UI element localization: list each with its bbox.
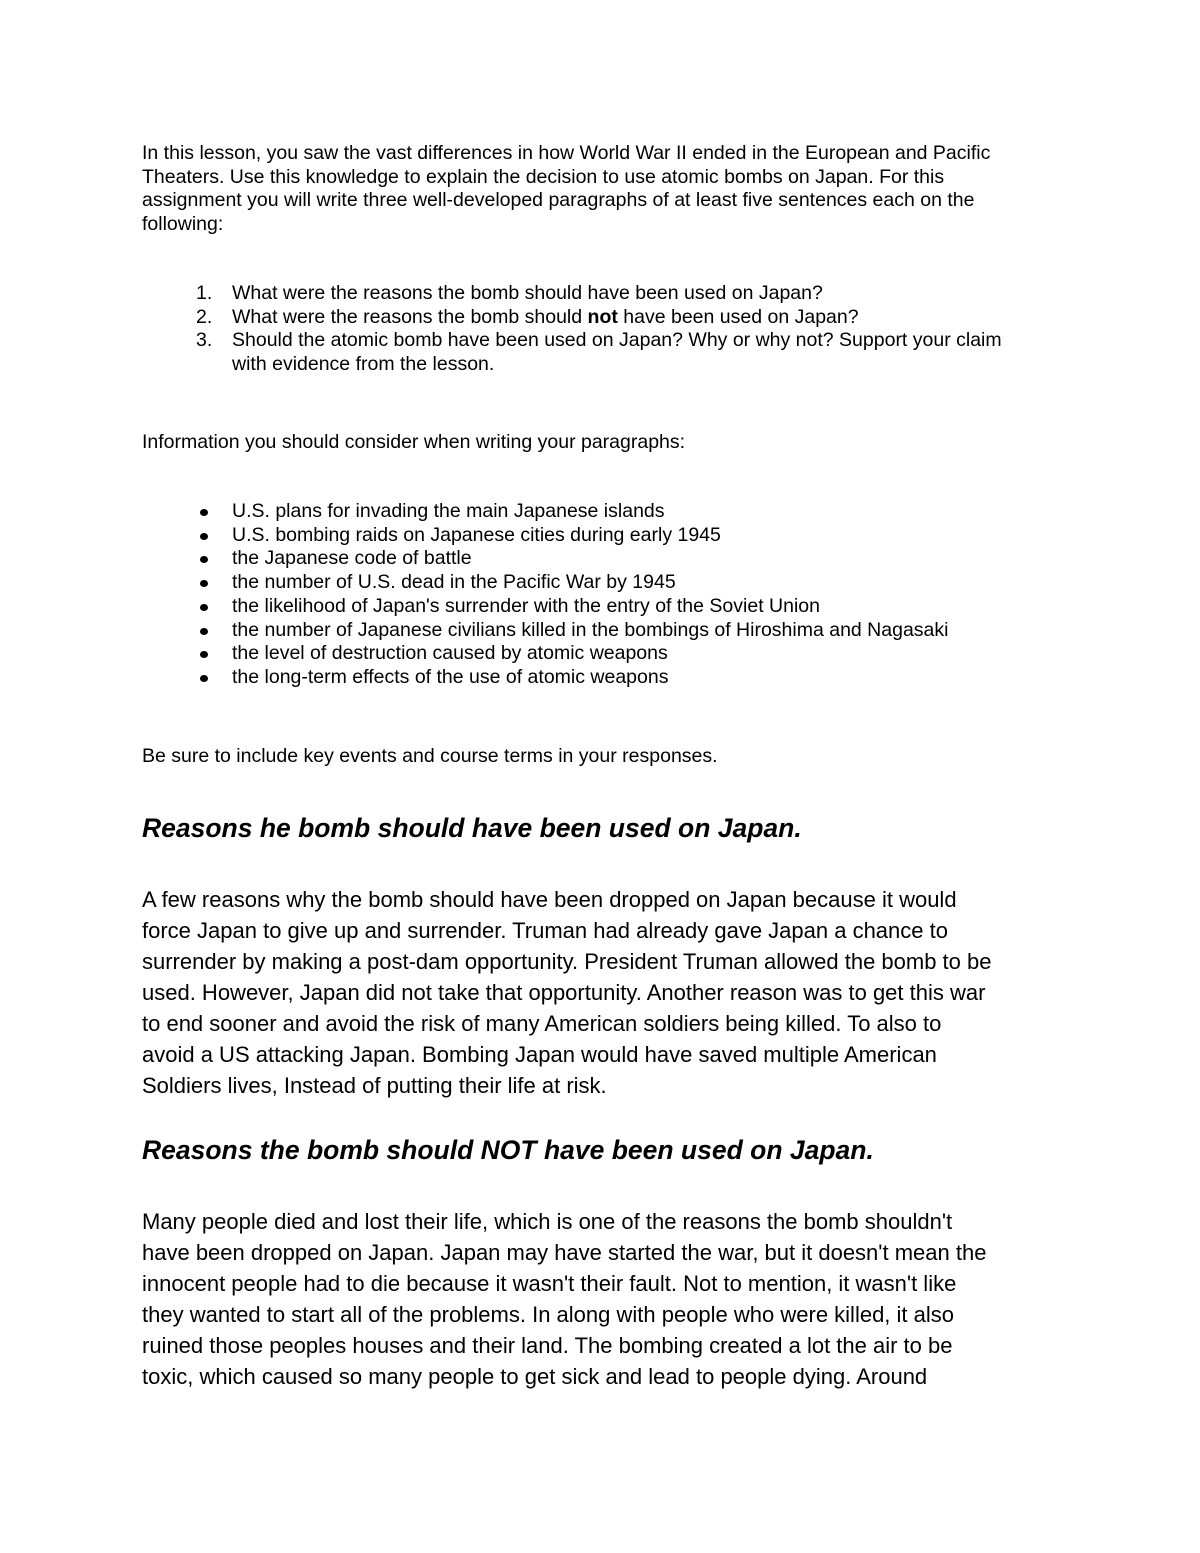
paragraph-line: A few reasons why the bomb should have been dropped on Japan because it would bbox=[142, 887, 957, 912]
consideration-text: the number of U.S. dead in the Pacific War by 1945 bbox=[232, 571, 676, 594]
paragraph-line: innocent people had to die because it wasn't their fault. Not to mention, it wasn't like bbox=[142, 1271, 957, 1296]
consideration-item bbox=[142, 666, 1062, 690]
consideration-text: the level of destruction caused by atomic weapons bbox=[232, 642, 668, 665]
section-paragraph-for bbox=[142, 884, 1072, 1101]
paragraph-line: toxic, which caused so many people to get sick and lead to people dying. Around bbox=[142, 1364, 928, 1389]
section-paragraph-against bbox=[142, 1206, 1072, 1392]
consideration-item bbox=[142, 642, 1062, 666]
consideration-item bbox=[142, 571, 1062, 595]
consider-intro: Information you should consider when writing your paragraphs: bbox=[142, 431, 686, 453]
consideration-list bbox=[142, 500, 1062, 690]
question-number: 3. bbox=[196, 329, 213, 351]
consideration-item bbox=[142, 619, 1062, 643]
question-text-end: have been used on Japan? bbox=[617, 305, 859, 328]
question-text: What were the reasons the bomb should have been used on Japan? bbox=[232, 282, 823, 304]
bullet-icon bbox=[200, 651, 208, 658]
consideration-text: the number of Japanese civilians killed in the bombings of Hiroshima and Nagasaki bbox=[232, 618, 949, 641]
consideration-item bbox=[142, 524, 1062, 548]
paragraph-line: to end sooner and avoid the risk of many American soldiers being killed. To also to bbox=[142, 1011, 942, 1036]
paragraph-line: they wanted to start all of the problems. In along with people who were killed, it also bbox=[142, 1302, 955, 1327]
bullet-icon bbox=[200, 675, 208, 682]
question-number: 2. bbox=[196, 305, 213, 328]
bullet-icon bbox=[200, 580, 208, 587]
question-text bbox=[232, 306, 859, 328]
question-item bbox=[142, 306, 1062, 330]
paragraph-line: Many people died and lost their life, which is one of the reasons the bomb shouldn't bbox=[142, 1209, 953, 1234]
consideration-item bbox=[142, 595, 1062, 619]
question-number: 1. bbox=[196, 282, 213, 304]
question-list bbox=[142, 282, 1062, 376]
bullet-icon bbox=[200, 533, 208, 540]
paragraph-line: Soldiers lives, Instead of putting their life at risk. bbox=[142, 1073, 607, 1098]
section-heading-for: Reasons he bomb should have been used on Japan. bbox=[142, 813, 802, 843]
question-emphasis: not bbox=[587, 305, 618, 328]
consideration-text: the long-term effects of the use of atomic weapons bbox=[232, 665, 669, 688]
paragraph-line: used. However, Japan did not take that opportunity. Another reason was to get this war bbox=[142, 980, 986, 1005]
paragraph-line: have been dropped on Japan. Japan may have started the war, but it doesn't mean the bbox=[142, 1240, 987, 1265]
consideration-text: the likelihood of Japan's surrender with the entry of the Soviet Union bbox=[232, 594, 820, 617]
paragraph-line: avoid a US attacking Japan. Bombing Japan would have saved multiple American bbox=[142, 1042, 937, 1067]
intro-line: In this lesson, you saw the vast differences in how World War II ended in the European and Pacific bbox=[142, 142, 991, 164]
consideration-text: U.S. plans for invading the main Japanese islands bbox=[232, 500, 665, 522]
paragraph-line: surrender by making a post-dam opportunity. President Truman allowed the bomb to be bbox=[142, 949, 992, 974]
intro-paragraph bbox=[142, 142, 1062, 236]
question-text: Should the atomic bomb have been used on Japan? Why or why not? Support your claim bbox=[232, 329, 1002, 351]
consideration-text: the Japanese code of battle bbox=[232, 547, 472, 570]
bullet-icon bbox=[200, 509, 208, 516]
consideration-text: U.S. bombing raids on Japanese cities during early 1945 bbox=[232, 523, 721, 546]
intro-line: assignment you will write three well-developed paragraphs of at least five sentences each on the bbox=[142, 189, 975, 211]
intro-line: following: bbox=[142, 212, 224, 235]
bullet-icon bbox=[200, 628, 208, 635]
question-item bbox=[142, 282, 1062, 306]
consideration-item bbox=[142, 547, 1062, 571]
paragraph-line: ruined those peoples houses and their land. The bombing created a lot the air to be bbox=[142, 1333, 953, 1358]
paragraph-line: force Japan to give up and surrender. Truman had already gave Japan a chance to bbox=[142, 918, 948, 943]
bullet-icon bbox=[200, 604, 208, 611]
consideration-item bbox=[142, 500, 1062, 524]
question-item bbox=[142, 329, 1062, 376]
bullet-icon bbox=[200, 556, 208, 563]
reminder-text: Be sure to include key events and course terms in your responses. bbox=[142, 745, 718, 767]
intro-line: Theaters. Use this knowledge to explain the decision to use atomic bombs on Japan. For this bbox=[142, 165, 945, 188]
section-heading-against: Reasons the bomb should NOT have been used on Japan. bbox=[142, 1135, 874, 1165]
question-text-continued: with evidence from the lesson. bbox=[232, 352, 495, 375]
question-text-start: What were the reasons the bomb should bbox=[232, 305, 588, 328]
